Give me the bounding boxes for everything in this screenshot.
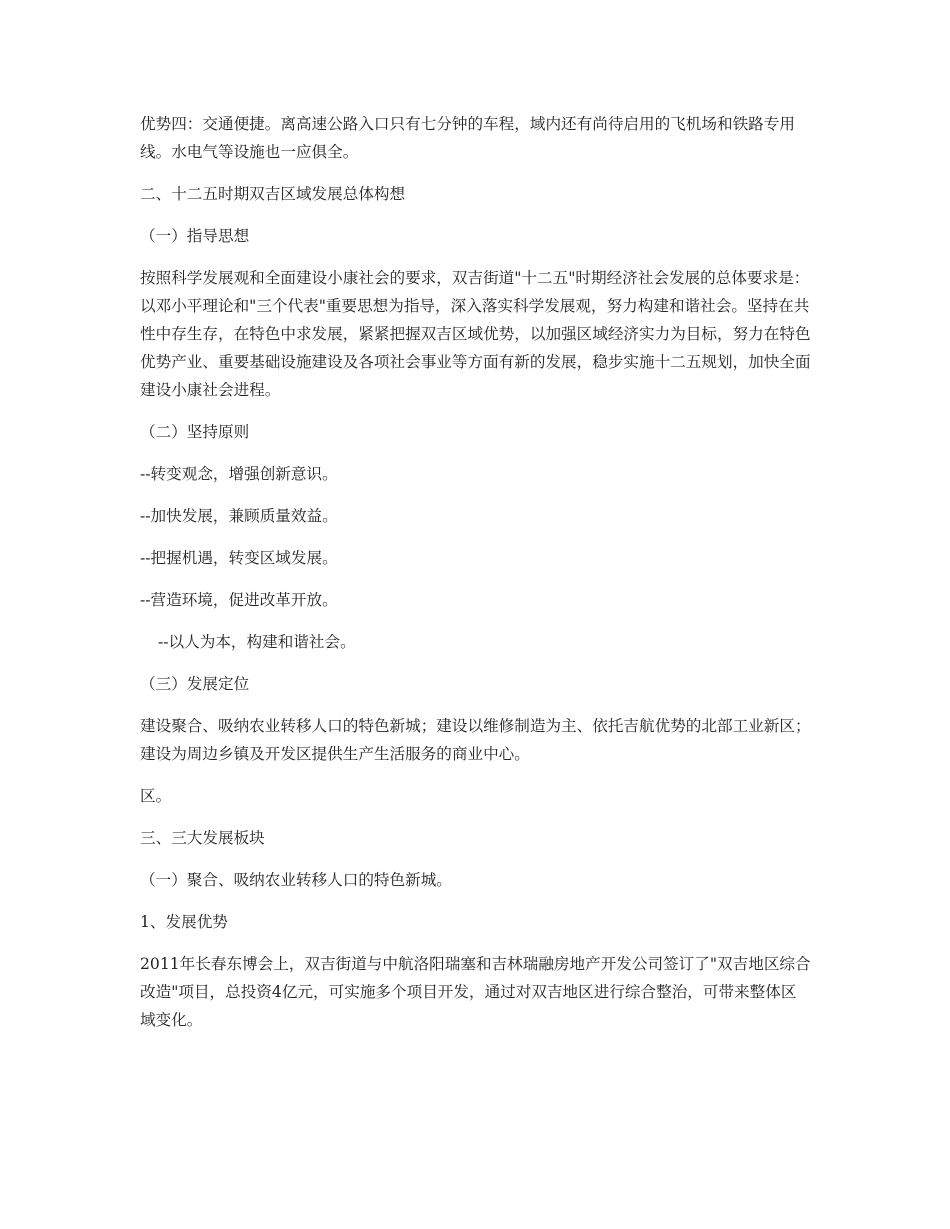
principle-item: --转变观念，增强创新意识。 [140, 465, 338, 483]
subheading-principles: （二）坚持原则 [140, 423, 250, 441]
principle-item: --营造环境，促进改革开放。 [140, 591, 338, 609]
paragraph-advantage-four: 优势四：交通便捷。离高速公路入口只有七分钟的车程，域内还有尚待启用的飞机场和铁路专用线。水电气等设施也一应俱全。 [140, 115, 795, 161]
subheading-guiding-ideology: （一）指导思想 [140, 227, 250, 245]
section-heading-three-sectors: 三、三大发展板块 [140, 829, 265, 847]
principle-item: --把握机遇，转变区域发展。 [140, 549, 338, 567]
paragraph-guiding-ideology: 按照科学发展观和全面建设小康社会的要求，双吉街道"十二五"时期经济社会发展的总体要求是：以邓小平理论和"三个代表"重要思想为指导，深入落实科学发展观，努力构建和谐社会。坚持在共性中存生存，在特色中求发展，紧紧把握双吉区域优势，以加强区域经济实力为目标，努力在特色优势产业、重要基础设施建设及各项社会事业等方面有新的发展，稳步实施十二五规划，加快全面建设小康社会进程。 [140, 269, 811, 399]
subheading-development-positioning: （三）发展定位 [140, 675, 250, 693]
section-heading-overall-concept: 二、十二五时期双吉区域发展总体构想 [140, 185, 406, 203]
paragraph-development-positioning: 建设聚合、吸纳农业转移人口的特色新城；建设以维修制造为主、依托吉航优势的北部工业新区；建设为周边乡镇及开发区提供生产生活服务的商业中心。 [140, 717, 811, 763]
principle-item: --加快发展，兼顾质量效益。 [140, 507, 338, 525]
subheading-development-advantages: 1、发展优势 [140, 913, 228, 931]
document-body [140, 110, 812, 1048]
paragraph-expo-agreement: 2011年长春东博会上，双吉街道与中航洛阳瑞塞和吉林瑞融房地产开发公司签订了"双吉地区综合改造"项目，总投资4亿元，可实施多个项目开发，通过对双吉地区进行综合整治，可带来整体区域变化。 [140, 955, 811, 1029]
subheading-new-town: （一）聚合、吸纳农业转移人口的特色新城。 [140, 871, 452, 889]
principle-item: --以人为本，构建和谐社会。 [158, 633, 356, 651]
paragraph-fragment: 区。 [140, 787, 172, 805]
